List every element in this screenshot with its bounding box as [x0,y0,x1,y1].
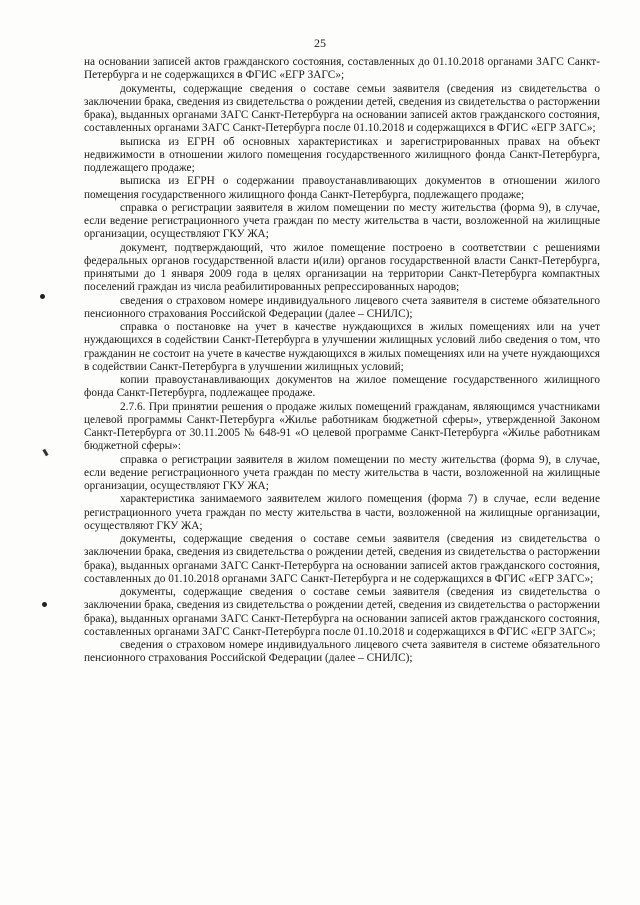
paragraph: 2.7.6. При принятии решения о продаже жилых помещений гражданам, являющимся участниками целевой программы Санкт-Петербурга «Жилье работникам бюджетной сферы», утвержденной Законом Санкт-Петербурга от 30.11.2005 № 648-91 «О целевой программе Санкт-Петербурга «Жилье работникам бюджетной сферы»: [84,400,600,453]
paragraph: документы, содержащие сведения о составе семьи заявителя (сведения из свидетельства о заключении брака, сведения из свидетельства о рождении детей, сведения из свидетельства о расторжении брака), выданных органами ЗАГС Санкт-Петербурга на основании записей актов гражданского состояния, составленных до 01.10.2018 органами ЗАГС Санкт-Петербурга и не содержащихся в ФГИС «ЕГР ЗАГС»; [84,533,600,585]
punch-mark [40,294,45,299]
page-number: 25 [314,36,326,50]
paragraph: справка о постановке на учет в качестве нуждающихся в жилых помещениях или на учет нуждающихся в содействии Санкт-Петербурга в улучшении жилищных условий либо сведения о том, что гражданин не состоит на учете в качестве нуждающихся в жилых помещениях или на учете нуждающихся в содействии Санкт-Петербурга в улучшении жилищных условий; [84,321,600,373]
document-body [84,56,600,666]
paragraph: выписка из ЕГРН об основных характеристиках и зарегистрированных правах на объект недвижимости в отношении жилого помещения государственного жилищного фонда Санкт-Петербурга, подлежащего продаже; [84,135,600,174]
paragraph: справка о регистрации заявителя в жилом помещении по месту жительства (форма 9), в случае, если ведение регистрационного учета граждан по месту жительства в части, возложенной на жилищные организации, осуществляют ГКУ ЖА; [84,201,600,241]
paragraph: на основании записей актов гражданского состояния, составленных до 01.10.2018 органами ЗАГС Санкт-Петербурга и не содержащихся в ФГИС «ЕГР ЗАГС»; [84,56,600,82]
paragraph: сведения о страховом номере индивидуального лицевого счета заявителя в системе обязательного пенсионного страхования Российской Федерации (далее – СНИЛС); [84,639,600,665]
paragraph: выписка из ЕГРН о содержании правоустанавливающих документов в отношении жилого помещения государственного жилищного фонда Санкт-Петербурга, подлежащего продаже; [84,175,600,201]
paragraph: сведения о страховом номере индивидуального лицевого счета заявителя в системе обязательного пенсионного страхования Российской Федерации (далее – СНИЛС); [84,294,600,320]
scan-mark [42,449,48,457]
paragraph: характеристика занимаемого заявителем жилого помещения (форма 7) в случае, если ведение регистрационного учета граждан по месту жительства в части, возложенной на жилищные организации, осуществляют ГКУ ЖА; [84,493,600,532]
punch-mark [42,602,47,607]
paragraph: документы, содержащие сведения о составе семьи заявителя (сведения из свидетельства о заключении брака, сведения из свидетельства о рождении детей, сведения из свидетельства о расторжении брака), выданных органами ЗАГС Санкт-Петербурга на основании записей актов гражданского состояния, составленных органами ЗАГС Санкт-Петербурга после 01.10.2018 и содержащихся в ФГИС «ЕГР ЗАГС»; [84,82,600,135]
paragraph: документы, содержащие сведения о составе семьи заявителя (сведения из свидетельства о заключении брака, сведения из свидетельства о рождении детей, сведения из свидетельства о расторжении брака), выданных органами ЗАГС Санкт-Петербурга на основании записей актов гражданского состояния, составленных органами ЗАГС Санкт-Петербурга после 01.10.2018 и содержащихся в ФГИС «ЕГР ЗАГС»; [84,586,600,638]
paragraph: документ, подтверждающий, что жилое помещение построено в соответствии с решениями федеральных органов государственной власти и(или) органов государственной власти Санкт-Петербурга, принятыми до 1 января 2009 года в целях организации на территории Санкт-Петербурга компактных поселений граждан из числа реабилитированных репрессированных народов; [84,241,600,294]
paragraph: копии правоустанавливающих документов на жилое помещение государственного жилищного фонда Санкт-Петербурга, подлежащее продаже. [84,374,600,400]
paragraph: справка о регистрации заявителя в жилом помещении по месту жительства (форма 9), в случае, если ведение регистрационного учета граждан по месту жительства в части, возложенной на жилищные организации, осуществляют ГКУ ЖА; [84,453,600,492]
